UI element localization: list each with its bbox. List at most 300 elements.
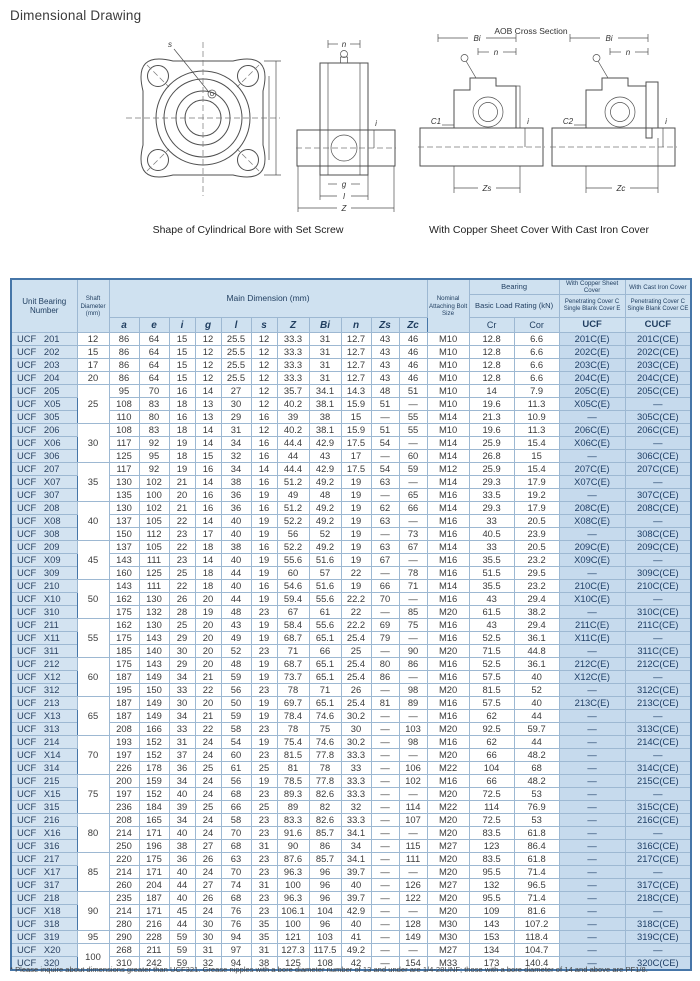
dim-s-cell: 16 [251, 437, 277, 450]
header-ucf-code: UCF [559, 318, 625, 333]
dim-g-cell: 13 [195, 411, 221, 424]
header-cast-iron-cover-sub [625, 295, 691, 318]
dim-g-cell: 31 [195, 944, 221, 957]
dim-s-cell: 23 [251, 853, 277, 866]
cor-cell: 29.4 [514, 593, 559, 606]
cr-cell: 33 [469, 541, 514, 554]
dim-n-cell: 17.5 [341, 437, 371, 450]
cor-cell: 17.9 [514, 476, 559, 489]
dim-e-cell: 171 [139, 905, 169, 918]
table-row [11, 632, 691, 645]
table-row [11, 827, 691, 840]
dim-n-cell: 33.3 [341, 788, 371, 801]
bolt-size-cell: M30 [427, 918, 469, 931]
table-row [11, 437, 691, 450]
cor-cell: 61.8 [514, 853, 559, 866]
dim-e-cell: 152 [139, 736, 169, 749]
dim-s-cell: 16 [251, 450, 277, 463]
dim-a-cell: 86 [109, 346, 139, 359]
dim-n-cell: 19 [341, 502, 371, 515]
dim-Z-cell: 90 [277, 840, 309, 853]
dim-Zc-cell: 46 [399, 359, 427, 372]
ucf-cover-cell: — [559, 814, 625, 827]
bearing-number-cell: UCF X16 [11, 827, 77, 840]
dim-Zs-cell: — [371, 411, 399, 424]
table-row [11, 697, 691, 710]
cr-cell: 25.9 [469, 437, 514, 450]
dim-g-cell: 22 [195, 723, 221, 736]
dim-Zc-cell: 59 [399, 463, 427, 476]
dim-s-cell: 19 [251, 710, 277, 723]
dim-g-cell: 21 [195, 671, 221, 684]
bolt-size-cell: M16 [427, 554, 469, 567]
cor-cell: 53 [514, 814, 559, 827]
cr-cell: 72.5 [469, 814, 514, 827]
dim-s-cell: 23 [251, 814, 277, 827]
table-row [11, 658, 691, 671]
dim-e-cell: 140 [139, 645, 169, 658]
dim-e-cell: 152 [139, 788, 169, 801]
cor-cell: 59.7 [514, 723, 559, 736]
dim-Bi-cell: 75 [309, 723, 341, 736]
dim-n-cell: 33.3 [341, 775, 371, 788]
cucf-cover-cell: — [625, 515, 691, 528]
dim-e-cell: 171 [139, 866, 169, 879]
dim-e-cell: 184 [139, 801, 169, 814]
dim-i-cell: 44 [169, 879, 195, 892]
bolt-size-cell: M33 [427, 957, 469, 971]
bolt-size-cell: M16 [427, 658, 469, 671]
ucf-cover-cell: — [559, 710, 625, 723]
copper-cover-section-drawing [418, 28, 545, 216]
dim-l-cell: 59 [221, 710, 251, 723]
dim-n-cell: 42.9 [341, 905, 371, 918]
dim-g-cell: 24 [195, 788, 221, 801]
dim-Bi-cell: 82.6 [309, 788, 341, 801]
dim-e-cell: 111 [139, 554, 169, 567]
bearing-number-cell: UCF 216 [11, 814, 77, 827]
svg-text:Z: Z [341, 204, 347, 213]
cor-cell: 40 [514, 697, 559, 710]
dim-i-cell: 28 [169, 606, 195, 619]
dim-e-cell: 64 [139, 372, 169, 385]
dim-l-cell: 43 [221, 619, 251, 632]
svg-text:i: i [375, 119, 377, 128]
dim-g-cell: 12 [195, 346, 221, 359]
table-row [11, 671, 691, 684]
cucf-cover-cell: 315C(CE) [625, 801, 691, 814]
table-row [11, 372, 691, 385]
dim-l-cell: 94 [221, 931, 251, 944]
dim-Zc-cell: — [399, 671, 427, 684]
cor-cell: 38.2 [514, 606, 559, 619]
dim-l-cell: 40 [221, 528, 251, 541]
dim-Zc-cell: 98 [399, 684, 427, 697]
dim-Zs-cell: 80 [371, 658, 399, 671]
bearing-number-cell: UCF 202 [11, 346, 77, 359]
cucf-cover-cell: 319C(CE) [625, 931, 691, 944]
dim-Bi-cell: 96 [309, 879, 341, 892]
ucf-cover-cell: — [559, 450, 625, 463]
cucf-cover-cell: — [625, 554, 691, 567]
cr-cell: 83.5 [469, 827, 514, 840]
dim-Z-cell: 58.4 [277, 619, 309, 632]
dim-Zc-cell: 60 [399, 450, 427, 463]
table-row [11, 489, 691, 502]
dim-a-cell: 290 [109, 931, 139, 944]
dim-Z-cell: 89.3 [277, 788, 309, 801]
dim-e-cell: 102 [139, 476, 169, 489]
bolt-size-cell: M20 [427, 788, 469, 801]
cor-cell: 71.4 [514, 892, 559, 905]
dim-l-cell: 70 [221, 866, 251, 879]
bearing-number-cell: UCF 211 [11, 619, 77, 632]
cucf-cover-cell: 214C(CE) [625, 736, 691, 749]
dim-a-cell: 175 [109, 632, 139, 645]
table-row [11, 567, 691, 580]
dim-e-cell: 166 [139, 723, 169, 736]
cor-cell: 11.3 [514, 398, 559, 411]
dim-Zs-cell: — [371, 723, 399, 736]
cucf-cover-cell: 213C(CE) [625, 697, 691, 710]
dim-l-cell: 68 [221, 788, 251, 801]
dim-s-cell: 23 [251, 723, 277, 736]
dim-Bi-cell: 96 [309, 892, 341, 905]
dim-l-cell: 70 [221, 827, 251, 840]
dim-n-cell: 30 [341, 723, 371, 736]
ucf-cover-cell: — [559, 931, 625, 944]
dim-a-cell: 187 [109, 671, 139, 684]
dim-Z-cell: 60 [277, 567, 309, 580]
dim-l-cell: 50 [221, 697, 251, 710]
dim-Z-cell: 100 [277, 879, 309, 892]
ucf-cover-cell: — [559, 866, 625, 879]
dim-Zs-cell: — [371, 489, 399, 502]
header-copper-cover-sub [559, 295, 625, 318]
svg-text:C2: C2 [562, 117, 574, 126]
dim-Bi-cell: 38 [309, 411, 341, 424]
table-row [11, 892, 691, 905]
dim-n-cell: 30.2 [341, 710, 371, 723]
dim-Zc-cell: 85 [399, 606, 427, 619]
dim-Zs-cell: 43 [371, 359, 399, 372]
dim-Zs-cell: — [371, 957, 399, 971]
dim-i-cell: 44 [169, 918, 195, 931]
svg-text:C1: C1 [430, 117, 442, 126]
dim-s-cell: 23 [251, 892, 277, 905]
dim-a-cell: 236 [109, 801, 139, 814]
cr-cell: 21.3 [469, 411, 514, 424]
dim-e-cell: 149 [139, 697, 169, 710]
dim-i-cell: 40 [169, 788, 195, 801]
table-row [11, 541, 691, 554]
dim-a-cell: 86 [109, 333, 139, 346]
dim-Z-cell: 100 [277, 918, 309, 931]
bearing-number-cell: UCF X14 [11, 749, 77, 762]
cucf-cover-cell: 314C(CE) [625, 762, 691, 775]
dim-g-cell: 14 [195, 515, 221, 528]
dim-Z-cell: 49 [277, 489, 309, 502]
dim-e-cell: 159 [139, 775, 169, 788]
dim-Zs-cell: — [371, 606, 399, 619]
cucf-cover-cell: — [625, 749, 691, 762]
dimension-table [10, 278, 692, 971]
cucf-cover-cell: — [625, 905, 691, 918]
dim-Zs-cell: 51 [371, 398, 399, 411]
cucf-cover-cell: 320C(CE) [625, 957, 691, 971]
shaft-diameter-cell: 100 [77, 944, 109, 971]
dim-Zc-cell: 111 [399, 853, 427, 866]
dim-Zc-cell: 51 [399, 385, 427, 398]
dim-Zs-cell: 79 [371, 632, 399, 645]
dim-a-cell: 130 [109, 502, 139, 515]
dim-Z-cell: 81 [277, 762, 309, 775]
dim-e-cell: 64 [139, 333, 169, 346]
dim-Bi-cell: 86 [309, 840, 341, 853]
cor-cell: 15 [514, 450, 559, 463]
cr-cell: 72.5 [469, 788, 514, 801]
dim-a-cell: 193 [109, 736, 139, 749]
bearing-number-cell: UCF 309 [11, 567, 77, 580]
ucf-cover-cell: 209C(E) [559, 541, 625, 554]
cr-cell: 95.5 [469, 866, 514, 879]
shaft-diameter-cell: 12 [77, 333, 109, 346]
dim-i-cell: 25 [169, 567, 195, 580]
header-dim-s: s [251, 318, 277, 333]
dim-Z-cell: 96.3 [277, 866, 309, 879]
dim-Z-cell: 121 [277, 931, 309, 944]
bearing-number-cell: UCF 317 [11, 879, 77, 892]
dim-Zc-cell: — [399, 749, 427, 762]
dim-n-cell: 25 [341, 645, 371, 658]
cast-iron-cover-section-drawing [550, 28, 677, 216]
dim-i-cell: 18 [169, 450, 195, 463]
cor-cell: 118.4 [514, 931, 559, 944]
dim-l-cell: 94 [221, 957, 251, 971]
table-row [11, 931, 691, 944]
cor-cell: 20.5 [514, 541, 559, 554]
dim-Zs-cell: — [371, 944, 399, 957]
shaft-diameter-cell: 65 [77, 697, 109, 736]
shaft-diameter-cell: 30 [77, 424, 109, 463]
bolt-size-cell: M27 [427, 944, 469, 957]
shaft-diameter-cell: 75 [77, 775, 109, 814]
shaft-diameter-cell: 85 [77, 853, 109, 892]
dim-Zc-cell: 46 [399, 333, 427, 346]
dim-l-cell: 68 [221, 840, 251, 853]
dim-l-cell: 76 [221, 918, 251, 931]
dim-Z-cell: 44.4 [277, 437, 309, 450]
dim-l-cell: 48 [221, 606, 251, 619]
dim-g-cell: 12 [195, 372, 221, 385]
dim-l-cell: 27 [221, 385, 251, 398]
bearing-number-cell: UCF 306 [11, 450, 77, 463]
bolt-size-cell: M16 [427, 567, 469, 580]
dim-Zs-cell: — [371, 762, 399, 775]
bolt-size-cell: M14 [427, 541, 469, 554]
dim-Zc-cell: 65 [399, 489, 427, 502]
dim-n-cell: 40 [341, 879, 371, 892]
bolt-size-cell: M22 [427, 762, 469, 775]
dim-n-cell: 25.4 [341, 658, 371, 671]
dim-Zc-cell: 75 [399, 619, 427, 632]
dim-a-cell: 143 [109, 580, 139, 593]
table-row [11, 515, 691, 528]
bolt-size-cell: M16 [427, 619, 469, 632]
cor-cell: 10.9 [514, 411, 559, 424]
cor-cell: 6.6 [514, 359, 559, 372]
cor-cell: 44 [514, 736, 559, 749]
dim-e-cell: 111 [139, 580, 169, 593]
dim-i-cell: 25 [169, 619, 195, 632]
dim-Zs-cell: — [371, 931, 399, 944]
cr-cell: 35.5 [469, 554, 514, 567]
ucf-cover-cell: 204C(E) [559, 372, 625, 385]
dim-s-cell: 19 [251, 489, 277, 502]
dim-Zs-cell: — [371, 749, 399, 762]
dim-Bi-cell: 48 [309, 489, 341, 502]
dim-g-cell: 20 [195, 619, 221, 632]
table-row [11, 918, 691, 931]
dim-Bi-cell: 42.9 [309, 437, 341, 450]
dim-l-cell: 52 [221, 645, 251, 658]
dim-Bi-cell: 65.1 [309, 658, 341, 671]
cr-cell: 95.5 [469, 892, 514, 905]
dim-i-cell: 39 [169, 801, 195, 814]
shaft-diameter-cell: 25 [77, 385, 109, 424]
cucf-cover-cell: 202C(CE) [625, 346, 691, 359]
shaft-diameter-cell: 45 [77, 541, 109, 580]
dim-s-cell: 31 [251, 840, 277, 853]
dim-l-cell: 54 [221, 736, 251, 749]
dim-e-cell: 216 [139, 918, 169, 931]
cr-cell: 43 [469, 619, 514, 632]
dim-n-cell: 22 [341, 606, 371, 619]
dim-i-cell: 21 [169, 476, 195, 489]
cr-cell: 66 [469, 775, 514, 788]
dim-s-cell: 12 [251, 398, 277, 411]
dim-i-cell: 20 [169, 489, 195, 502]
header-dim-e: e [139, 318, 169, 333]
cucf-cover-cell: 205C(CE) [625, 385, 691, 398]
cor-cell: 29.4 [514, 619, 559, 632]
dim-g-cell: 20 [195, 645, 221, 658]
dim-g-cell: 12 [195, 333, 221, 346]
dim-s-cell: 12 [251, 385, 277, 398]
ucf-cover-cell: — [559, 853, 625, 866]
bearing-number-cell: UCF 311 [11, 645, 77, 658]
dim-s-cell: 35 [251, 918, 277, 931]
header-unit-bearing-number: Unit Bearing Number [11, 279, 77, 333]
dim-s-cell: 12 [251, 333, 277, 346]
dim-l-cell: 74 [221, 879, 251, 892]
dim-n-cell: 32 [341, 801, 371, 814]
table-row [11, 788, 691, 801]
ucf-cover-cell: — [559, 723, 625, 736]
dim-l-cell: 36 [221, 489, 251, 502]
cucf-cover-cell: 203C(CE) [625, 359, 691, 372]
bolt-size-cell: M20 [427, 723, 469, 736]
shaft-diameter-cell: 50 [77, 580, 109, 619]
ucf-cover-cell: 213C(E) [559, 697, 625, 710]
table-row [11, 398, 691, 411]
dim-s-cell: 23 [251, 645, 277, 658]
cucf-cover-cell: — [625, 632, 691, 645]
cr-cell: 19.6 [469, 398, 514, 411]
ucf-cover-cell: — [559, 879, 625, 892]
dim-e-cell: 149 [139, 671, 169, 684]
bearing-number-cell: UCF 214 [11, 736, 77, 749]
header-dim-a: a [109, 318, 139, 333]
dim-a-cell: 143 [109, 554, 139, 567]
cr-cell: 25.9 [469, 463, 514, 476]
dim-e-cell: 95 [139, 450, 169, 463]
dim-g-cell: 14 [195, 554, 221, 567]
dim-a-cell: 197 [109, 749, 139, 762]
ucf-cover-cell: 203C(E) [559, 359, 625, 372]
dim-Z-cell: 91.6 [277, 827, 309, 840]
dim-i-cell: 19 [169, 463, 195, 476]
dim-e-cell: 92 [139, 437, 169, 450]
dim-Zs-cell: 69 [371, 619, 399, 632]
dim-Bi-cell: 77.8 [309, 749, 341, 762]
cucf-cover-cell: 216C(CE) [625, 814, 691, 827]
dim-n-cell: 22.2 [341, 593, 371, 606]
dim-n-cell: 19 [341, 528, 371, 541]
header-cucf-code: CUCF [625, 318, 691, 333]
dim-g-cell: 17 [195, 528, 221, 541]
table-row [11, 346, 691, 359]
cor-cell: 81.6 [514, 905, 559, 918]
ucf-cover-cell: — [559, 905, 625, 918]
cor-cell: 29.5 [514, 567, 559, 580]
dim-g-cell: 24 [195, 749, 221, 762]
dim-g-cell: 24 [195, 827, 221, 840]
ucf-cover-cell: — [559, 762, 625, 775]
dim-a-cell: 187 [109, 697, 139, 710]
dim-Zs-cell: 54 [371, 463, 399, 476]
cor-cell: 40 [514, 671, 559, 684]
dim-Bi-cell: 38.1 [309, 398, 341, 411]
dim-n-cell: 17 [341, 450, 371, 463]
castiron-sub-line1: Penetrating Cover C [630, 299, 686, 306]
bolt-size-cell: M10 [427, 385, 469, 398]
dim-s-cell: 25 [251, 801, 277, 814]
dim-s-cell: 31 [251, 944, 277, 957]
dim-Zc-cell: — [399, 944, 427, 957]
dim-e-cell: 102 [139, 502, 169, 515]
dim-Zs-cell: — [371, 853, 399, 866]
dim-g-cell: 24 [195, 736, 221, 749]
dim-i-cell: 22 [169, 515, 195, 528]
cr-cell: 26.8 [469, 450, 514, 463]
dim-Bi-cell: 52 [309, 528, 341, 541]
dim-Bi-cell: 55.6 [309, 593, 341, 606]
cr-cell: 51.5 [469, 567, 514, 580]
dim-i-cell: 19 [169, 437, 195, 450]
cucf-cover-cell: 318C(CE) [625, 918, 691, 931]
dim-Zs-cell: — [371, 684, 399, 697]
table-row [11, 645, 691, 658]
dim-Zc-cell: — [399, 788, 427, 801]
dim-s-cell: 12 [251, 346, 277, 359]
dim-e-cell: 204 [139, 879, 169, 892]
cucf-cover-cell: — [625, 398, 691, 411]
bearing-number-cell: UCF 313 [11, 723, 77, 736]
dim-i-cell: 33 [169, 684, 195, 697]
cr-cell: 19.6 [469, 424, 514, 437]
dim-Z-cell: 33.3 [277, 346, 309, 359]
